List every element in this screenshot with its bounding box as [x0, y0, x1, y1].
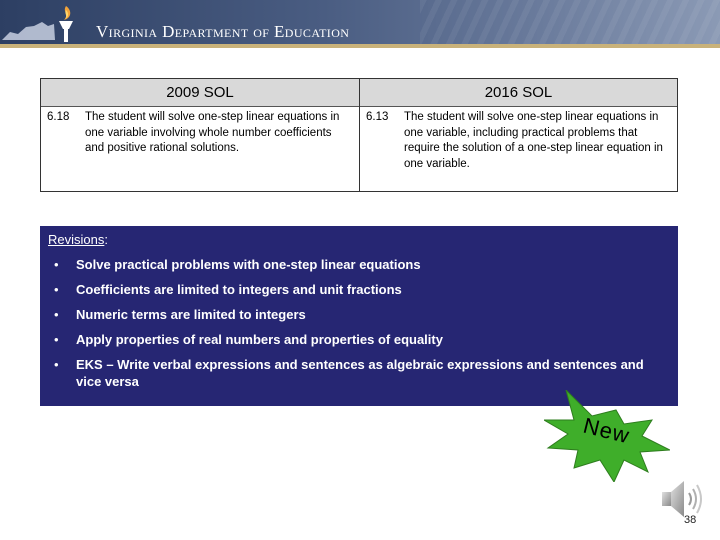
page-number: 38 — [684, 514, 697, 526]
sol-text-2009: The student will solve one-step linear equations in one variable involving whole number coefficients and positive rational solutions. — [85, 111, 340, 154]
sol-number-2016: 6.13 — [366, 111, 389, 123]
list-item: • Solve practical problems with one-step linear equations — [54, 257, 421, 272]
sol-heading-2016: 2016 SOL — [360, 79, 677, 107]
banner-gold-line — [0, 44, 720, 48]
torch-icon — [50, 4, 82, 44]
header-banner — [0, 0, 720, 48]
sol-body-2009 — [41, 107, 359, 160]
banner-title: Virginia Department of Education — [96, 22, 350, 41]
list-item: • Numeric terms are limited to integers — [54, 307, 306, 322]
sol-column-2009 — [41, 79, 359, 191]
revisions-box — [40, 226, 678, 406]
revisions-list — [48, 256, 670, 390]
sol-column-2016 — [359, 79, 677, 191]
sol-heading-2009: 2009 SOL — [41, 79, 359, 107]
sol-number-2009: 6.18 — [47, 111, 70, 123]
banner-texture — [420, 0, 720, 48]
sol-comparison-table — [40, 78, 678, 192]
new-badge-text: New — [580, 412, 633, 449]
virginia-state-icon — [0, 18, 56, 44]
sol-text-2016: The student will solve one-step linear equations in one variable, including practical problems that require the solution of a one-step linear equation in one variable. — [404, 111, 663, 170]
sol-body-2016 — [360, 107, 677, 175]
revisions-label: Revisions: — [48, 232, 108, 247]
list-item: • Apply properties of real numbers and properties of equality — [54, 332, 443, 347]
list-item: • EKS – Write verbal expressions and sentences as algebraic expressions and sentences and vice versa — [54, 357, 644, 389]
list-item: • Coefficients are limited to integers and unit fractions — [54, 282, 402, 297]
